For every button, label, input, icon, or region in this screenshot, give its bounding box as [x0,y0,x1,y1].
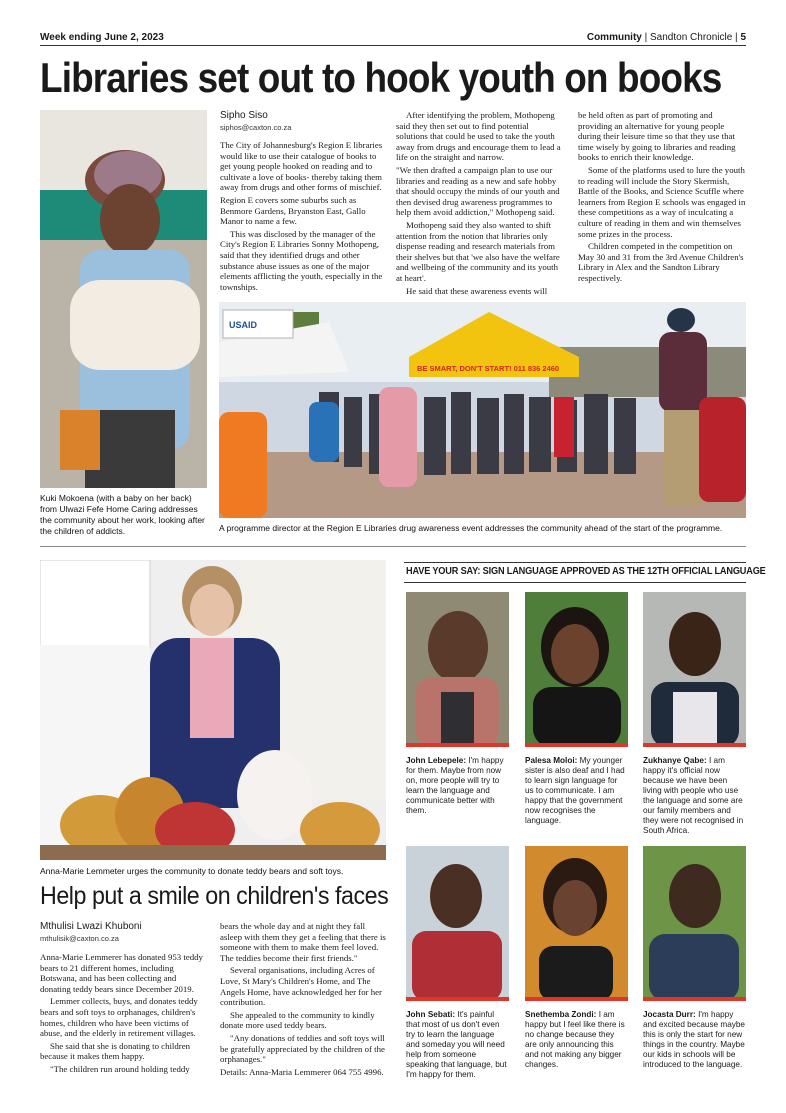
paper-name: Sandton Chronicle [650,32,733,43]
vox-quote-1 [406,756,509,816]
story1-col1-p2: Region E covers some suburbs such as Benmore Gardens, Bryanston East, Gallo Manor to name a few. [220,194,366,227]
story2-col1-p2: Lemmer collects, buys, and donates teddy bears and soft toys to orphanages, children's homes, children who have been victims of abuse, and the elderly in retirement villages. [40,996,198,1039]
story1-headline: Libraries set out to hook youth on books [40,54,722,101]
story1-col3 [578,110,746,286]
story2-author: Mthulisi Lwazi Khuboni [40,921,142,932]
story2-col2-p5: Details: Anna-Maria Lemmerer 064 755 4996. [220,1066,384,1077]
vox-quote-2 [525,756,628,826]
story2-col2-p2: Several organisations, including Acres of Love, St Mary's Children's Home, and The Angels Home, have acknowledged her for her contribution. [220,965,382,1008]
vox-name-2: Palesa Moloi: [525,756,578,765]
vox-photo-6 [643,846,746,1001]
story1-col3-p3: Children competed in the competition on May 30 and 31 from the 3rd Avenue Children's Library in Alex and the Sandton Library respectively. [578,241,744,283]
vox-name-6: Jocasta Durr: [643,1010,696,1019]
story2-col1-p4: "The children run around holding teddy [50,1063,190,1074]
kuki-mokoena-photo [40,110,207,488]
vox-top-rule [404,562,746,563]
vox-photo-5 [525,846,628,1001]
story2-email: mthulisik@caxton.co.za [40,934,119,943]
story2-col1 [40,952,208,1077]
section-divider [40,546,746,547]
vox-name-1: John Lebepele: [406,756,467,765]
vox-quote-6 [643,1010,746,1070]
story1-author: Sipho Siso [220,110,268,121]
story2-col2-p4: "Any donations of teddies and soft toys will be gratefully appreciated by the children of the orphanages." [220,1032,385,1065]
vox-name-4: John Sebati: [406,1010,456,1019]
vox-quote-5 [525,1010,628,1070]
vox-text-2: My younger sister is also deaf and I had to learn sign language for us to communicate. I am happy that the government now recognises the language. [525,756,625,825]
story1-col1-p1: The City of Johannesburg's Region E libraries would like to use their catalogue of books to get young people hooked on reading and to cultivate a love of books- thereby taking them away from drugs and other forms of mischief. [220,140,383,193]
vox-photo-2 [525,592,628,747]
story1-col2-p3: Mothopeng said they also wanted to shift attention from the notion that libraries only dispense reading and research materials from their shelves but that 'we also have the welfare and wellbeing of the community and its youth at heart'. [396,219,560,283]
story1-col2 [396,110,561,298]
story2-col2 [220,921,386,1079]
vox-text-4: It's painful that most of us don't even try to learn the language and someday you will need help from someone speaking that language, but I'm happy for them. [406,1010,507,1079]
vox-title-rule [404,582,746,583]
header-rule [40,45,746,46]
story1-col2-p1: After identifying the problem, Mothopeng said they then set out to find potential solutions that could be used to take the youth away from drugs and encourage them to lead a life on the straight and narrow. [396,110,561,163]
story1-col3-p1: be held often as part of promoting and providing an alternative for young people during their leisure time so that they use that time wisely by going to libraries and reading books to enrich their knowledge. [578,110,736,163]
story2-headline: Help put a smile on children's faces [40,882,389,910]
story2-col2-p3: She appealed to the community to kindly donate more used teddy bears. [220,1009,375,1031]
story2-col2-p1: bears the whole day and at night they fall asleep with them they get a feeling that there is someone with them to make them feel loved. The teddies become their first friends." [220,921,386,963]
vox-name-3: Zukhanye Qabe: [643,756,707,765]
vox-photo-3 [643,592,746,747]
vox-quote-4 [406,1010,509,1080]
vox-text-6: I'm happy and excited because maybe this is only the start for new things in the country. Maybe our kids in schools will be introduced to the language. [643,1010,745,1069]
story2-col1-p1: Anna-Marie Lemmerer has donated 953 teddy bears to 21 different homes, including Botswana, and has been collecting and donating teddy bears since December 2019. [40,952,203,994]
vox-text-3: I am happy it's official now because we have been living with people who use the language and some are our family members and they were not recognised in South Africa. [643,756,744,835]
page-number: 5 [740,32,746,43]
section-label: Community | Sandton Chronicle | 5 [586,32,746,43]
story1-col2-p4: He said that these awareness events will [406,285,548,296]
anna-marie-caption: Anna-Marie Lemmeter urges the community to donate teddy bears and soft toys. [40,866,344,876]
kuki-caption: Kuki Mokoena (with a baby on her back) from Ulwazi Fefe Home Caring addresses the community about her work, looking after the children of addicts. [40,493,205,536]
story1-col1 [220,140,385,294]
section-name: Community [586,32,642,43]
vox-text-1: I'm happy for them. Maybe from now on, more people will try to learn the language and communicate better with them. [406,756,504,815]
issue-date: Week ending June 2, 2023 [40,32,164,43]
story1-col3-p2: Some of the platforms used to lure the youth to reading will include the Story Skermish, Battle of the Books, and Science Scuffle where learners from Region E schools was engaged in these competitions as a way of inculcating a culture of reading in them and win themselves some prizes in the process. [578,164,746,239]
story1-col2-p2: "We then drafted a campaign plan to use our libraries and reading as a new and safe hobby that should occupy the minds of our youth and then devised drug awareness programmes to help them avoid addiction," Mothopeng said. [396,164,560,218]
vox-name-5: Snethemba Zondi: [525,1010,597,1019]
story1-email: siphos@caxton.co.za [220,123,292,132]
vox-photo-4 [406,846,509,1001]
vox-quote-3 [643,756,746,836]
vox-photo-1 [406,592,509,747]
tent-banner: BE SMART, DON'T START! 011 836 2460 [417,364,560,373]
anna-marie-photo [40,560,386,860]
usaid-banner: USAID [229,320,258,330]
story2-col1-p3: She said that she is donating to children because it makes them happy. [40,1040,190,1062]
event-photo [219,302,746,518]
event-caption: A programme director at the Region E Libraries drug awareness event addresses the community ahead of the start of the programme. [219,523,723,533]
vox-title: HAVE YOUR SAY: SIGN LANGUAGE APPROVED AS THE 12TH OFFICIAL LANGUAGE [406,566,766,577]
vox-text-5: I am happy but I feel like there is no change because they are only announcing this and not making any bigger changes. [525,1010,625,1069]
story1-col1-p3: This was disclosed by the manager of the City's Region E Libraries Sonny Mothopeng, said that they identified drugs and other substance abuse issues as one of the major elements afflicting the youth, especially in the townships. [220,228,383,292]
